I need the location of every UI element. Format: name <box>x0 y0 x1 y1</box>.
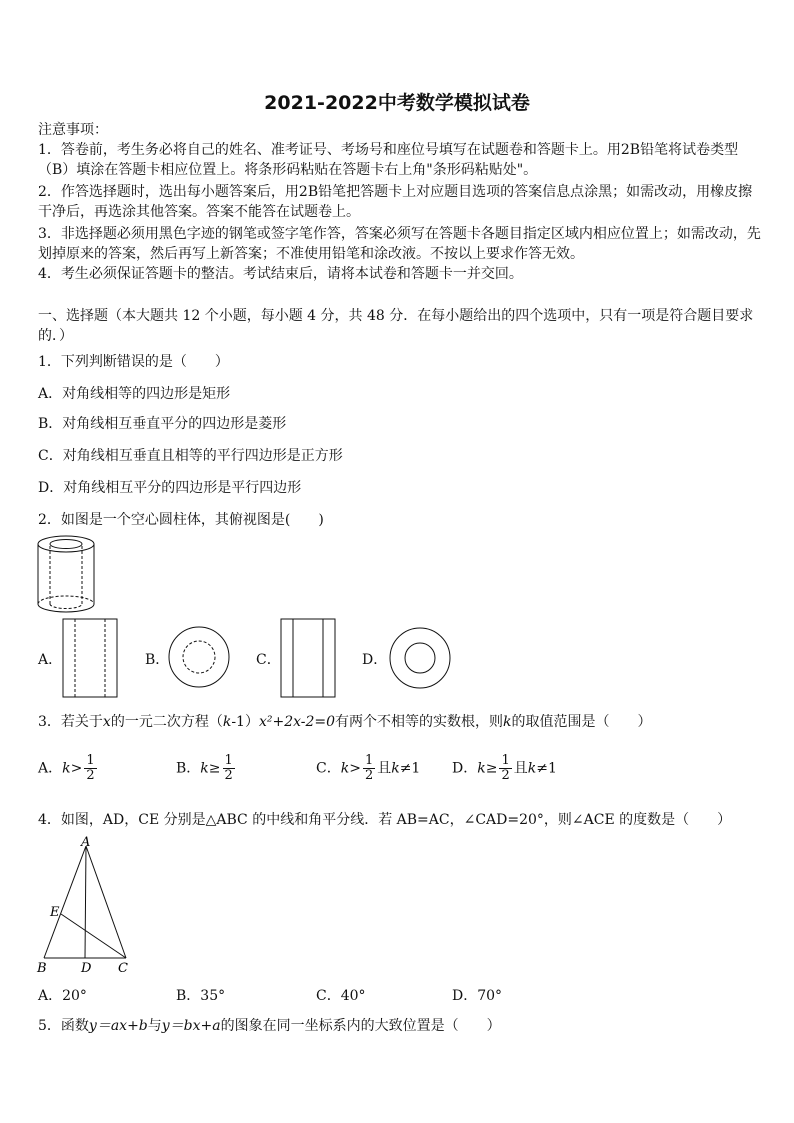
question-5-stem: 5．函数y＝ax+b与y＝bx+a的图象在同一坐标系内的大致位置是（ ） <box>38 1018 501 1034</box>
question-3-stem: 3．若关于x的一元二次方程（k-1）x²+2x-2=0有两个不相等的实数根，则k的取值范围是（ ） <box>38 714 652 730</box>
option-c-view-icon <box>280 618 336 698</box>
point-e-label: E <box>50 905 60 920</box>
question-3-option-c: C．k> $\frac{1}{2}$ 且k≠1 <box>316 753 421 783</box>
point-b-label: B <box>37 961 47 976</box>
notice-line: 2．作答选择题时，选出每小题答案后，用2B铅笔把答题卡上对应题目选项的答案信息点涂黑；如需改动，用橡皮擦 <box>38 184 753 200</box>
notice-line: 3．非选择题必须用黑色字迹的钢笔或签字笔作答，答案必须写在答题卡各题目指定区域内相应位置上；如需改动，先 <box>38 226 761 242</box>
question-1-option-d: D．对角线相互平分的四边形是平行四边形 <box>38 480 302 496</box>
point-d-label: D <box>81 961 92 976</box>
question-2-stem: 2．如图是一个空心圆柱体，其俯视图是( ) <box>38 512 324 528</box>
notice-line: 1．答卷前，考生务必将自己的姓名、准考证号、考场号和座位号填写在试题卷和答题卡上。用2B铅笔将试卷类型 <box>38 142 739 158</box>
notice-line: 干净后，再选涂其他答案。答案不能答在试题卷上。 <box>38 204 360 220</box>
question-3-option-b: B．k≥ $\frac{1}{2}$ <box>176 753 233 783</box>
question-2-option-a-label: A． <box>38 652 63 668</box>
question-3-option-d: D．k≥ $\frac{1}{2}$ 且k≠1 <box>452 753 557 783</box>
triangle-figure <box>34 836 134 978</box>
option-a-view-icon <box>62 618 118 698</box>
question-1-option-c: C．对角线相互垂直且相等的平行四边形是正方形 <box>38 448 343 464</box>
fraction-one-half: $\frac{1}{2}$ <box>501 753 510 783</box>
notice-line: 4．考生必须保证答题卡的整洁。考试结束后，请将本试卷和答题卡一并交回。 <box>38 266 523 282</box>
point-c-label: C <box>118 961 128 976</box>
question-2-option-b-label: B． <box>145 652 170 668</box>
fraction-one-half: $\frac{1}{2}$ <box>364 753 374 783</box>
fraction-one-half: $\frac{1}{2}$ <box>224 753 233 783</box>
question-4-option-a: A．20° <box>38 988 87 1004</box>
question-1-option-a: A．对角线相等的四边形是矩形 <box>38 386 231 402</box>
point-a-label: A <box>81 835 91 850</box>
notice-line: 划掉原来的答案，然后再写上新答案；不准使用铅笔和涂改液。不按以上要求作答无效。 <box>38 246 584 262</box>
option-b-view-icon <box>166 624 232 690</box>
notice-heading: 注意事项： <box>38 122 108 138</box>
question-4-option-d: D．70° <box>452 988 503 1004</box>
section-heading: 一、选择题（本大题共 12 个小题，每小题 4 分，共 48 分．在每小题给出的四个选项中，只有一项是符合题目要求 <box>38 308 754 324</box>
question-4-option-c: C．40° <box>316 988 366 1004</box>
question-2-option-d-label: D． <box>362 652 388 668</box>
notice-line: （B）填涂在答题卡相应位置上。将条形码粘贴在答题卡右上角"条形码粘贴处"。 <box>38 162 538 178</box>
hollow-cylinder-figure <box>36 534 98 616</box>
section-heading-cont: 的．） <box>38 328 73 344</box>
question-1-stem: 1．下列判断错误的是（ ） <box>38 354 229 370</box>
question-3-option-a: A．k> $\frac{1}{2}$ <box>38 753 95 783</box>
question-4-option-b: B．35° <box>176 988 226 1004</box>
option-d-view-icon <box>388 626 452 690</box>
page-title: 2021-2022中考数学模拟试卷 <box>264 92 530 114</box>
fraction-one-half: $\frac{1}{2}$ <box>86 753 95 783</box>
question-4-stem: 4．如图，AD，CE 分别是△ABC 的中线和角平分线．若 AB=AC，∠CAD=20°，则∠ACE 的度数是（ ） <box>38 812 732 828</box>
question-1-option-b: B．对角线相互垂直平分的四边形是菱形 <box>38 416 287 432</box>
question-2-option-c-label: C． <box>256 652 281 668</box>
